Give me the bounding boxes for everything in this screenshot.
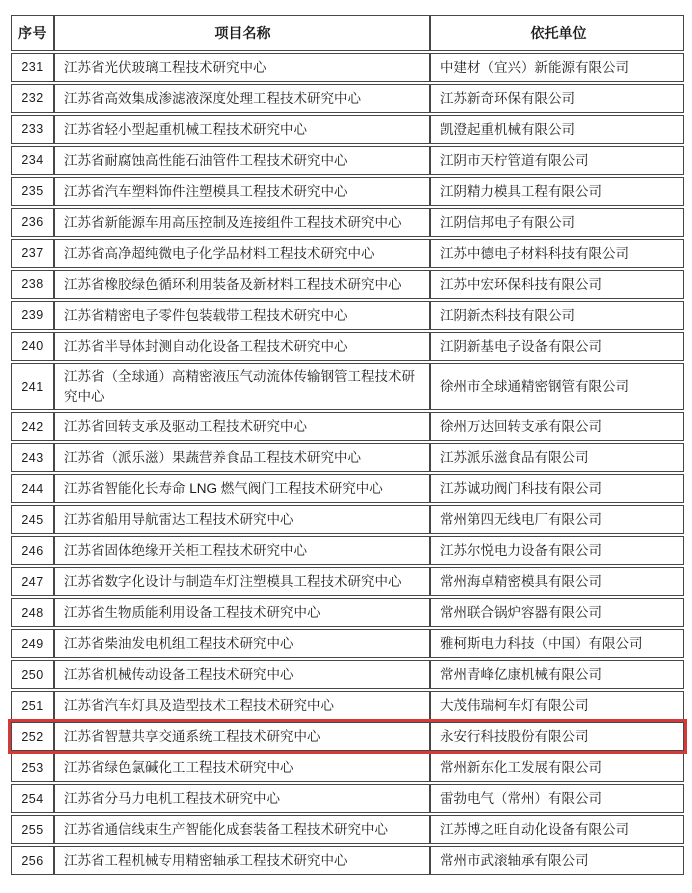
- table-header-row: [11, 15, 684, 51]
- table-row: [11, 301, 684, 330]
- row-organization: 常州联合锅炉容器有限公司: [430, 598, 684, 627]
- row-index: 254: [11, 784, 54, 813]
- table-row: [11, 846, 684, 875]
- row-organization: 中建材（宜兴）新能源有限公司: [430, 53, 684, 82]
- row-organization: 雅柯斯电力科技（中国）有限公司: [430, 629, 684, 658]
- project-table: [11, 15, 684, 877]
- row-organization: 江苏派乐滋食品有限公司: [430, 443, 684, 472]
- row-project-name: 江苏省工程机械专用精密轴承工程技术研究中心: [54, 846, 430, 875]
- row-index: 251: [11, 691, 54, 720]
- row-index: 231: [11, 53, 54, 82]
- table-row: [11, 412, 684, 441]
- row-index: 253: [11, 753, 54, 782]
- table-row: [11, 332, 684, 361]
- row-index: 250: [11, 660, 54, 689]
- row-organization: 江阴新基电子设备有限公司: [430, 332, 684, 361]
- row-index: 237: [11, 239, 54, 268]
- row-project-name: 江苏省光伏玻璃工程技术研究中心: [54, 53, 430, 82]
- row-organization: 永安行科技股份有限公司: [430, 722, 684, 751]
- row-project-name: 江苏省分马力电机工程技术研究中心: [54, 784, 430, 813]
- row-organization: 江苏博之旺自动化设备有限公司: [430, 815, 684, 844]
- row-organization: 常州新东化工发展有限公司: [430, 753, 684, 782]
- row-index: 247: [11, 567, 54, 596]
- row-organization: 江阴市天柠管道有限公司: [430, 146, 684, 175]
- row-project-name: 江苏省耐腐蚀高性能石油管件工程技术研究中心: [54, 146, 430, 175]
- header-organization: 依托单位: [430, 15, 684, 51]
- table-row: [11, 815, 684, 844]
- table-row-highlighted: [11, 722, 684, 751]
- row-project-name: 江苏省柴油发电机组工程技术研究中心: [54, 629, 430, 658]
- row-project-name: 江苏省通信线束生产智能化成套装备工程技术研究中心: [54, 815, 430, 844]
- row-index: 239: [11, 301, 54, 330]
- row-organization: 江阴信邦电子有限公司: [430, 208, 684, 237]
- row-index: 232: [11, 84, 54, 113]
- row-index: 238: [11, 270, 54, 299]
- row-project-name: 江苏省高净超纯微电子化学品材料工程技术研究中心: [54, 239, 430, 268]
- row-index: 255: [11, 815, 54, 844]
- row-project-name: 江苏省汽车塑料饰件注塑模具工程技术研究中心: [54, 177, 430, 206]
- row-project-name: 江苏省轻小型起重机械工程技术研究中心: [54, 115, 430, 144]
- table-body: [11, 53, 684, 875]
- header-index: 序号: [11, 15, 54, 51]
- row-project-name: 江苏省精密电子零件包装载带工程技术研究中心: [54, 301, 430, 330]
- row-index: 234: [11, 146, 54, 175]
- table-row: [11, 629, 684, 658]
- row-project-name: 江苏省橡胶绿色循环利用装备及新材料工程技术研究中心: [54, 270, 430, 299]
- row-index: 256: [11, 846, 54, 875]
- table-row: [11, 177, 684, 206]
- table-row: [11, 239, 684, 268]
- table-row: [11, 146, 684, 175]
- table-row: [11, 443, 684, 472]
- table-row: [11, 660, 684, 689]
- row-index: 241: [11, 363, 54, 410]
- row-project-name: 江苏省（全球通）高精密液压气动流体传输钢管工程技术研究中心: [54, 363, 430, 410]
- row-organization: 江苏新奇环保有限公司: [430, 84, 684, 113]
- row-project-name: 江苏省回转支承及驱动工程技术研究中心: [54, 412, 430, 441]
- row-organization: 江苏中宏环保科技有限公司: [430, 270, 684, 299]
- row-index: 249: [11, 629, 54, 658]
- row-index: 236: [11, 208, 54, 237]
- table-row: [11, 53, 684, 82]
- row-organization: 江阴精力模具工程有限公司: [430, 177, 684, 206]
- row-project-name: 江苏省智慧共享交通系统工程技术研究中心: [54, 722, 430, 751]
- row-project-name: 江苏省船用导航雷达工程技术研究中心: [54, 505, 430, 534]
- row-organization: 江苏诚功阀门科技有限公司: [430, 474, 684, 503]
- row-organization: 雷勃电气（常州）有限公司: [430, 784, 684, 813]
- table-row: [11, 536, 684, 565]
- row-index: 233: [11, 115, 54, 144]
- table-row: [11, 784, 684, 813]
- row-index: 246: [11, 536, 54, 565]
- row-index: 235: [11, 177, 54, 206]
- row-project-name: 江苏省数字化设计与制造车灯注塑模具工程技术研究中心: [54, 567, 430, 596]
- row-organization: 江阴新杰科技有限公司: [430, 301, 684, 330]
- row-project-name: 江苏省高效集成渗滤液深度处理工程技术研究中心: [54, 84, 430, 113]
- row-project-name: 江苏省固体绝缘开关柜工程技术研究中心: [54, 536, 430, 565]
- row-organization: 大茂伟瑞柯车灯有限公司: [430, 691, 684, 720]
- row-project-name: 江苏省半导体封测自动化设备工程技术研究中心: [54, 332, 430, 361]
- table-row: [11, 474, 684, 503]
- table-row: [11, 691, 684, 720]
- row-organization: 徐州万达回转支承有限公司: [430, 412, 684, 441]
- table-row: [11, 270, 684, 299]
- row-organization: 常州海卓精密模具有限公司: [430, 567, 684, 596]
- row-organization: 常州青峰亿康机械有限公司: [430, 660, 684, 689]
- table-row: [11, 208, 684, 237]
- row-project-name: 江苏省（派乐滋）果蔬营养食品工程技术研究中心: [54, 443, 430, 472]
- row-organization: 常州市武滚轴承有限公司: [430, 846, 684, 875]
- row-index: 245: [11, 505, 54, 534]
- row-project-name: 江苏省生物质能利用设备工程技术研究中心: [54, 598, 430, 627]
- row-index: 248: [11, 598, 54, 627]
- table-row: [11, 567, 684, 596]
- row-organization: 徐州市全球通精密钢管有限公司: [430, 363, 684, 410]
- row-project-name: 江苏省智能化长寿命 LNG 燃气阀门工程技术研究中心: [54, 474, 430, 503]
- table-row: [11, 505, 684, 534]
- table-row: [11, 363, 684, 410]
- row-project-name: 江苏省机械传动设备工程技术研究中心: [54, 660, 430, 689]
- table-row: [11, 598, 684, 627]
- row-organization: 江苏中德电子材料科技有限公司: [430, 239, 684, 268]
- row-organization: 凯澄起重机械有限公司: [430, 115, 684, 144]
- table-row: [11, 84, 684, 113]
- row-organization: 常州第四无线电厂有限公司: [430, 505, 684, 534]
- table-row: [11, 115, 684, 144]
- row-organization: 江苏尔悦电力设备有限公司: [430, 536, 684, 565]
- row-index: 252: [11, 722, 54, 751]
- row-index: 243: [11, 443, 54, 472]
- table-row: [11, 753, 684, 782]
- row-index: 240: [11, 332, 54, 361]
- row-index: 244: [11, 474, 54, 503]
- row-index: 242: [11, 412, 54, 441]
- row-project-name: 江苏省新能源车用高压控制及连接组件工程技术研究中心: [54, 208, 430, 237]
- row-project-name: 江苏省绿色氯碱化工工程技术研究中心: [54, 753, 430, 782]
- header-project-name: 项目名称: [54, 15, 430, 51]
- row-project-name: 江苏省汽车灯具及造型技术工程技术研究中心: [54, 691, 430, 720]
